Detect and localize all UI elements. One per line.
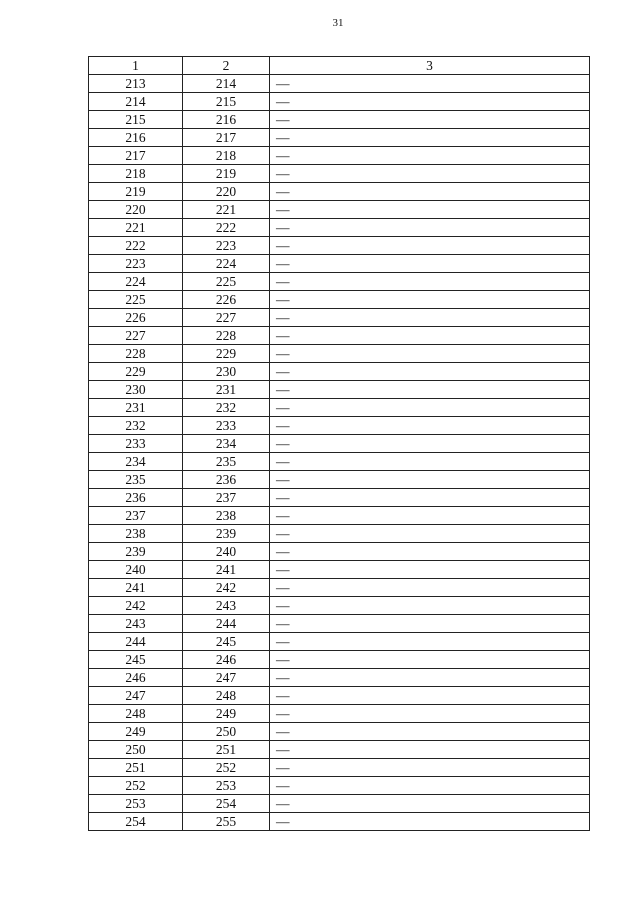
table-row <box>89 291 590 309</box>
column-header-2: 2 <box>183 57 270 75</box>
table-cell-col-1: 224 <box>89 273 183 291</box>
table-cell-col-2: 235 <box>183 453 270 471</box>
table-cell-col-3: — <box>270 291 590 309</box>
table-cell-col-2: 248 <box>183 687 270 705</box>
table-cell-col-3: — <box>270 615 590 633</box>
column-header-3: 3 <box>270 57 590 75</box>
table-row <box>89 129 590 147</box>
table-cell-col-3: — <box>270 219 590 237</box>
table-cell-col-2: 221 <box>183 201 270 219</box>
column-header-1: 1 <box>89 57 183 75</box>
table-row <box>89 75 590 93</box>
table-row <box>89 615 590 633</box>
table-cell-col-1: 230 <box>89 381 183 399</box>
table-cell-col-3: — <box>270 363 590 381</box>
table-cell-col-1: 221 <box>89 219 183 237</box>
table-cell-col-2: 219 <box>183 165 270 183</box>
table-body <box>89 75 590 831</box>
table-cell-col-3: — <box>270 183 590 201</box>
table-row <box>89 453 590 471</box>
table-cell-col-2: 222 <box>183 219 270 237</box>
header-row <box>89 57 590 75</box>
table-cell-col-3: — <box>270 93 590 111</box>
table-cell-col-1: 220 <box>89 201 183 219</box>
table-row <box>89 147 590 165</box>
table-cell-col-3: — <box>270 669 590 687</box>
table-row <box>89 219 590 237</box>
table-row <box>89 759 590 777</box>
table-cell-col-2: 230 <box>183 363 270 381</box>
table-cell-col-3: — <box>270 813 590 831</box>
table-cell-col-3: — <box>270 525 590 543</box>
table-cell-col-2: 227 <box>183 309 270 327</box>
table-row <box>89 201 590 219</box>
table-cell-col-1: 228 <box>89 345 183 363</box>
table-cell-col-2: 215 <box>183 93 270 111</box>
table-cell-col-3: — <box>270 399 590 417</box>
table-cell-col-3: — <box>270 579 590 597</box>
table-row <box>89 723 590 741</box>
table-row <box>89 633 590 651</box>
table-cell-col-3: — <box>270 741 590 759</box>
data-table <box>88 56 590 831</box>
table-row <box>89 741 590 759</box>
table-cell-col-3: — <box>270 777 590 795</box>
table-row <box>89 705 590 723</box>
table-row <box>89 561 590 579</box>
table-cell-col-1: 214 <box>89 93 183 111</box>
table-cell-col-3: — <box>270 633 590 651</box>
table-cell-col-3: — <box>270 597 590 615</box>
table-cell-col-2: 242 <box>183 579 270 597</box>
table-cell-col-2: 234 <box>183 435 270 453</box>
table-cell-col-1: 249 <box>89 723 183 741</box>
table-cell-col-1: 219 <box>89 183 183 201</box>
table-cell-col-1: 252 <box>89 777 183 795</box>
table-cell-col-1: 237 <box>89 507 183 525</box>
table-cell-col-2: 251 <box>183 741 270 759</box>
table-cell-col-1: 218 <box>89 165 183 183</box>
table-cell-col-3: — <box>270 111 590 129</box>
table-cell-col-3: — <box>270 255 590 273</box>
table-cell-col-3: — <box>270 381 590 399</box>
table-cell-col-3: — <box>270 561 590 579</box>
table-cell-col-2: 252 <box>183 759 270 777</box>
table-cell-col-2: 238 <box>183 507 270 525</box>
table-cell-col-3: — <box>270 795 590 813</box>
table-cell-col-1: 215 <box>89 111 183 129</box>
table-row <box>89 543 590 561</box>
table-cell-col-1: 243 <box>89 615 183 633</box>
table-cell-col-2: 253 <box>183 777 270 795</box>
table-cell-col-3: — <box>270 273 590 291</box>
table-row <box>89 597 590 615</box>
table-cell-col-3: — <box>270 75 590 93</box>
table-cell-col-3: — <box>270 147 590 165</box>
table-row <box>89 687 590 705</box>
table-row <box>89 525 590 543</box>
table-cell-col-3: — <box>270 309 590 327</box>
table-row <box>89 507 590 525</box>
table-cell-col-1: 229 <box>89 363 183 381</box>
table-row <box>89 669 590 687</box>
table-cell-col-2: 216 <box>183 111 270 129</box>
table-row <box>89 489 590 507</box>
table-cell-col-1: 217 <box>89 147 183 165</box>
table-cell-col-2: 228 <box>183 327 270 345</box>
table-cell-col-3: — <box>270 507 590 525</box>
table-cell-col-2: 226 <box>183 291 270 309</box>
table-cell-col-1: 213 <box>89 75 183 93</box>
table-cell-col-1: 234 <box>89 453 183 471</box>
table-cell-col-2: 217 <box>183 129 270 147</box>
table-row <box>89 651 590 669</box>
table-cell-col-3: — <box>270 471 590 489</box>
table-cell-col-1: 223 <box>89 255 183 273</box>
table-cell-col-2: 237 <box>183 489 270 507</box>
table-row <box>89 183 590 201</box>
table-cell-col-1: 222 <box>89 237 183 255</box>
table-row <box>89 579 590 597</box>
page-number: 31 <box>332 17 344 29</box>
table-row <box>89 777 590 795</box>
table-cell-col-1: 248 <box>89 705 183 723</box>
table-cell-col-1: 253 <box>89 795 183 813</box>
table-cell-col-3: — <box>270 723 590 741</box>
table-cell-col-1: 246 <box>89 669 183 687</box>
table-cell-col-1: 247 <box>89 687 183 705</box>
table-cell-col-3: — <box>270 237 590 255</box>
table-row <box>89 471 590 489</box>
table-cell-col-3: — <box>270 543 590 561</box>
table-row <box>89 813 590 831</box>
table-cell-col-3: — <box>270 435 590 453</box>
table-cell-col-3: — <box>270 489 590 507</box>
table-row <box>89 237 590 255</box>
table-cell-col-2: 254 <box>183 795 270 813</box>
table-cell-col-3: — <box>270 165 590 183</box>
table-cell-col-1: 244 <box>89 633 183 651</box>
table-cell-col-2: 232 <box>183 399 270 417</box>
table-row <box>89 345 590 363</box>
table-cell-col-1: 250 <box>89 741 183 759</box>
table-cell-col-1: 226 <box>89 309 183 327</box>
table-row <box>89 255 590 273</box>
table-cell-col-3: — <box>270 201 590 219</box>
table-cell-col-1: 242 <box>89 597 183 615</box>
table-cell-col-3: — <box>270 651 590 669</box>
table-cell-col-1: 236 <box>89 489 183 507</box>
table-cell-col-2: 240 <box>183 543 270 561</box>
table-cell-col-2: 214 <box>183 75 270 93</box>
table-cell-col-2: 246 <box>183 651 270 669</box>
table-row <box>89 435 590 453</box>
table-cell-col-1: 233 <box>89 435 183 453</box>
table-cell-col-3: — <box>270 345 590 363</box>
table-cell-col-2: 243 <box>183 597 270 615</box>
table-cell-col-1: 245 <box>89 651 183 669</box>
table-row <box>89 165 590 183</box>
table-cell-col-1: 254 <box>89 813 183 831</box>
table-cell-col-2: 220 <box>183 183 270 201</box>
table-row <box>89 111 590 129</box>
table-cell-col-2: 233 <box>183 417 270 435</box>
table-cell-col-2: 245 <box>183 633 270 651</box>
table-cell-col-1: 238 <box>89 525 183 543</box>
table-cell-col-2: 249 <box>183 705 270 723</box>
table-row <box>89 795 590 813</box>
table-cell-col-2: 218 <box>183 147 270 165</box>
table-cell-col-3: — <box>270 705 590 723</box>
table-cell-col-2: 225 <box>183 273 270 291</box>
table-header <box>89 57 590 75</box>
table-row <box>89 309 590 327</box>
table-cell-col-2: 224 <box>183 255 270 273</box>
table-cell-col-2: 231 <box>183 381 270 399</box>
table-row <box>89 417 590 435</box>
table-cell-col-1: 227 <box>89 327 183 345</box>
table-cell-col-1: 241 <box>89 579 183 597</box>
table-cell-col-2: 255 <box>183 813 270 831</box>
table-cell-col-1: 251 <box>89 759 183 777</box>
table-cell-col-3: — <box>270 759 590 777</box>
table-row <box>89 273 590 291</box>
table-cell-col-2: 229 <box>183 345 270 363</box>
table-cell-col-2: 244 <box>183 615 270 633</box>
table-cell-col-2: 236 <box>183 471 270 489</box>
table-cell-col-3: — <box>270 417 590 435</box>
table-row <box>89 399 590 417</box>
table-cell-col-1: 232 <box>89 417 183 435</box>
table-cell-col-1: 235 <box>89 471 183 489</box>
table-row <box>89 363 590 381</box>
table-row <box>89 93 590 111</box>
table-cell-col-3: — <box>270 129 590 147</box>
table-cell-col-2: 241 <box>183 561 270 579</box>
table-cell-col-1: 239 <box>89 543 183 561</box>
table-cell-col-1: 240 <box>89 561 183 579</box>
table-cell-col-3: — <box>270 453 590 471</box>
table-row <box>89 327 590 345</box>
table-cell-col-2: 223 <box>183 237 270 255</box>
table-cell-col-1: 231 <box>89 399 183 417</box>
table-cell-col-3: — <box>270 327 590 345</box>
table-cell-col-1: 225 <box>89 291 183 309</box>
table-cell-col-2: 250 <box>183 723 270 741</box>
table-cell-col-2: 247 <box>183 669 270 687</box>
table-row <box>89 381 590 399</box>
table-cell-col-2: 239 <box>183 525 270 543</box>
table-cell-col-3: — <box>270 687 590 705</box>
table-cell-col-1: 216 <box>89 129 183 147</box>
